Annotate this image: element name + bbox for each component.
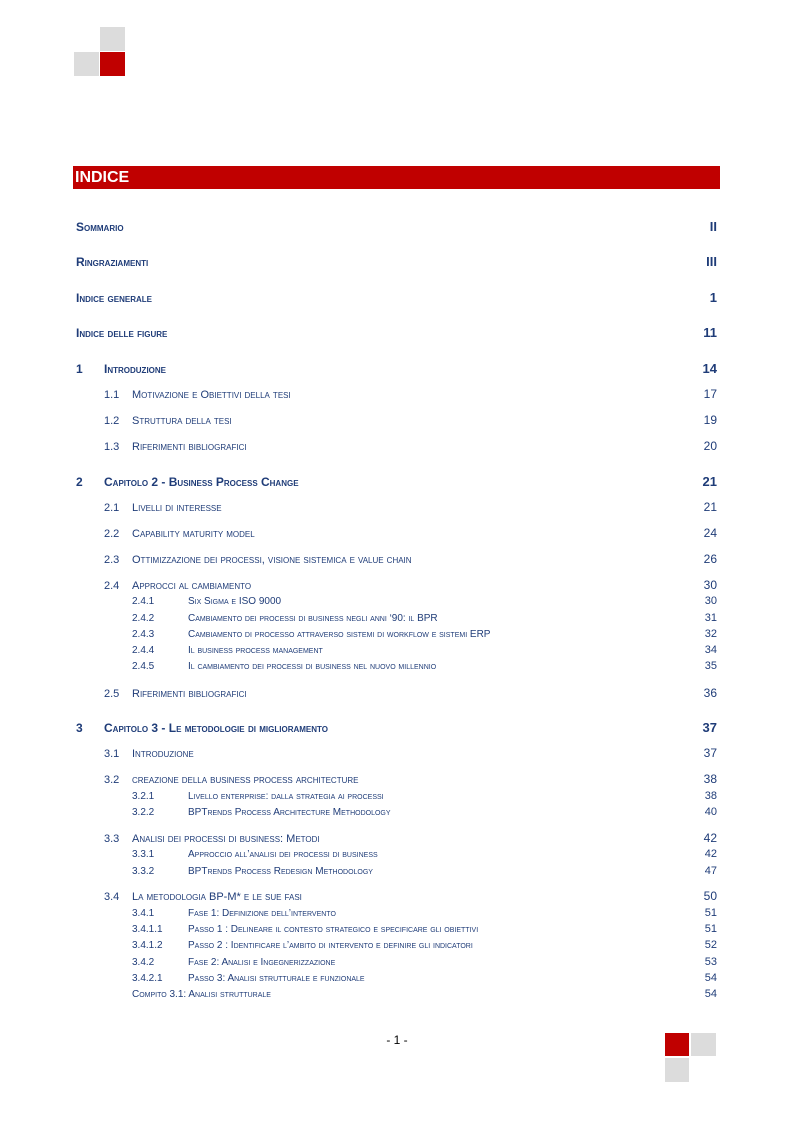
toc-entry-page: 36 bbox=[703, 686, 717, 700]
toc-entry-page: 37 bbox=[702, 720, 717, 735]
toc-entry-page: II bbox=[709, 219, 717, 234]
index-title: INDICE bbox=[75, 169, 130, 186]
toc-entry-page: 38 bbox=[703, 772, 717, 786]
toc-entry-number: 3.1 bbox=[104, 748, 120, 760]
toc-entry-number: 2.4.3 bbox=[132, 629, 155, 640]
toc-entry-number: 2.1 bbox=[104, 502, 120, 514]
toc-entry-page: 20 bbox=[703, 439, 717, 453]
toc-entry-title: Indice generale bbox=[76, 291, 153, 305]
toc-entry-page: 53 bbox=[704, 956, 717, 968]
toc-entry[interactable] bbox=[76, 361, 717, 376]
toc-entry-page: 17 bbox=[703, 387, 717, 401]
toc-entry-title: Il cambiamento dei processi di business nel nuovo millennio bbox=[188, 661, 437, 672]
toc-entry[interactable] bbox=[76, 865, 717, 877]
toc-entry-number: 1.3 bbox=[104, 441, 120, 453]
toc-entry-page: 54 bbox=[704, 972, 717, 984]
toc-entry[interactable] bbox=[76, 831, 717, 845]
toc-entry-page: 34 bbox=[704, 644, 717, 656]
toc-entry[interactable] bbox=[76, 806, 717, 818]
toc-entry-number: 1.2 bbox=[104, 415, 120, 427]
toc-entry-page: 42 bbox=[703, 831, 717, 845]
toc-entry-page: 42 bbox=[704, 848, 717, 860]
toc-entry-title: Capitolo 2 - Business Process Change bbox=[104, 475, 299, 489]
toc-entry[interactable] bbox=[76, 552, 717, 566]
toc-entry-number: 2 bbox=[76, 475, 83, 489]
toc-entry-number: 3.4.1.1 bbox=[132, 924, 163, 935]
toc-entry[interactable] bbox=[76, 325, 717, 340]
toc-entry-title: Indice delle figure bbox=[76, 326, 168, 340]
toc-entry-title: Motivazione e Obiettivi della tesi bbox=[132, 389, 291, 401]
toc-entry[interactable] bbox=[76, 628, 717, 640]
toc-entry[interactable] bbox=[76, 500, 717, 514]
toc-entry-page: 26 bbox=[703, 552, 717, 566]
toc-entry[interactable] bbox=[76, 907, 717, 919]
toc-entry-page: 47 bbox=[704, 865, 717, 877]
toc-entry-number: 2.3 bbox=[104, 554, 120, 566]
toc-entry[interactable] bbox=[76, 790, 717, 802]
toc-entry-title: Compito 3.1: Analisi strutturale bbox=[132, 989, 271, 1000]
corner-square-red bbox=[100, 52, 125, 76]
toc-entry-page: 52 bbox=[704, 939, 717, 951]
toc-entry-page: 35 bbox=[704, 660, 717, 672]
toc-entry-title: Ringraziamenti bbox=[76, 255, 149, 269]
toc-entry-number: 3.3 bbox=[104, 833, 120, 845]
toc-entry-page: 40 bbox=[704, 806, 717, 818]
toc-entry[interactable] bbox=[76, 254, 717, 269]
toc-entry[interactable] bbox=[76, 526, 717, 540]
toc-entry-number: 1 bbox=[76, 362, 83, 376]
toc-entry-title: Passo 3: Analisi strutturale e funzionale bbox=[188, 973, 365, 984]
toc-entry-number: 3.3.1 bbox=[132, 849, 155, 860]
corner-square-left bbox=[74, 52, 99, 76]
toc-entry-title: Cambiamento dei processi di business negli anni ‘90: il BPR bbox=[188, 613, 438, 624]
toc-entry[interactable] bbox=[76, 972, 717, 984]
toc-entry[interactable] bbox=[76, 219, 717, 234]
toc-entry-number: 2.4 bbox=[104, 580, 120, 592]
toc-entry-page: 51 bbox=[704, 923, 717, 935]
toc-entry-title: Livello enterprise: dalla strategia ai processi bbox=[188, 791, 384, 802]
toc-entry-title: Introduzione bbox=[132, 748, 194, 760]
toc-entry-page: 38 bbox=[704, 790, 717, 802]
toc-entry-page: 50 bbox=[703, 889, 717, 903]
toc-entry-page: 31 bbox=[704, 612, 717, 624]
toc-entry-page: 32 bbox=[704, 628, 717, 640]
toc-entry-number: 3 bbox=[76, 721, 83, 735]
toc-entry-number: 3.4.2 bbox=[132, 957, 155, 968]
corner-square-top bbox=[100, 27, 125, 51]
toc-entry-title: Cambiamento di processo attraverso sistemi di workflow e sistemi ERP bbox=[188, 629, 491, 640]
toc-entry[interactable] bbox=[76, 939, 717, 951]
toc-entry[interactable] bbox=[76, 956, 717, 968]
toc-entry[interactable] bbox=[76, 387, 717, 401]
toc-entry-number: 3.4.1 bbox=[132, 908, 155, 919]
toc-entry[interactable] bbox=[76, 746, 717, 760]
toc-entry[interactable] bbox=[76, 889, 717, 903]
toc-entry[interactable] bbox=[76, 988, 717, 1000]
toc-entry[interactable] bbox=[76, 439, 717, 453]
toc-entry[interactable] bbox=[76, 923, 717, 935]
toc-entry-title: Il business process management bbox=[188, 645, 323, 656]
toc-entry[interactable] bbox=[76, 612, 717, 624]
toc-entry-page: III bbox=[706, 254, 717, 269]
toc-entry-page: 51 bbox=[704, 907, 717, 919]
index-banner bbox=[73, 166, 720, 189]
toc-entry-number: 3.4.2.1 bbox=[132, 973, 163, 984]
toc-entry-number: 3.3.2 bbox=[132, 866, 155, 877]
toc-entry[interactable] bbox=[76, 578, 717, 592]
toc-entry[interactable] bbox=[76, 720, 717, 735]
toc-entry-title: Livelli di interesse bbox=[132, 502, 222, 514]
toc-entry[interactable] bbox=[76, 772, 717, 786]
toc-entry-title: Capability maturity model bbox=[132, 528, 255, 540]
toc-entry-number: 3.4.1.2 bbox=[132, 940, 163, 951]
toc-entry-page: 19 bbox=[703, 413, 717, 427]
toc-entry-title: Introduzione bbox=[104, 362, 166, 376]
toc-entry-number: 2.4.2 bbox=[132, 613, 155, 624]
toc-entry-number: 3.2.2 bbox=[132, 807, 155, 818]
toc-entry-title: Riferimenti bibliografici bbox=[132, 441, 247, 453]
toc-entry[interactable] bbox=[76, 413, 717, 427]
toc-entry-page: 54 bbox=[704, 988, 717, 1000]
toc-entry-title: Sommario bbox=[76, 220, 124, 234]
toc-entry-title: Passo 2 : Identificare l’ambito di intervento e definire gli indicatori bbox=[188, 940, 473, 951]
toc-entry-number: 2.4.4 bbox=[132, 645, 155, 656]
toc-entry-number: 2.4.1 bbox=[132, 596, 155, 607]
toc-entry-page: 30 bbox=[704, 595, 717, 607]
toc-entry-title: Passo 1 : Delineare il contesto strategico e specificare gli obiettivi bbox=[188, 924, 479, 935]
toc-entry-title: Approccio all’analisi dei processi di business bbox=[188, 849, 378, 860]
toc-entry-title: creazione della business process architecture bbox=[132, 774, 359, 786]
toc-entry-page: 30 bbox=[703, 578, 717, 592]
toc-entry-number: 2.4.5 bbox=[132, 661, 155, 672]
toc-entry-number: 2.2 bbox=[104, 528, 120, 540]
toc-entry[interactable] bbox=[76, 660, 717, 672]
toc-entry-title: Fase 1: Definizione dell’intervento bbox=[188, 908, 336, 919]
toc-entry[interactable] bbox=[76, 290, 717, 305]
toc-entry-title: Fase 2: Analisi e Ingegnerizzazione bbox=[188, 957, 336, 968]
toc-entry-page: 21 bbox=[703, 500, 717, 514]
toc-entry-number: 3.4 bbox=[104, 891, 120, 903]
toc-entry[interactable] bbox=[76, 474, 717, 489]
toc-entry-title: Capitolo 3 - Le metodologie di miglioramento bbox=[104, 721, 329, 735]
toc-entry-title: Analisi dei processi di business: Metodi bbox=[132, 833, 320, 845]
toc-entry-title: Struttura della tesi bbox=[132, 415, 232, 427]
toc-entry-number: 1.1 bbox=[104, 389, 120, 401]
toc-entry-title: Riferimenti bibliografici bbox=[132, 688, 247, 700]
toc-entry[interactable] bbox=[76, 686, 717, 700]
toc-entry[interactable] bbox=[76, 848, 717, 860]
toc-entry-page: 37 bbox=[703, 746, 717, 760]
toc-entry-page: 1 bbox=[709, 290, 717, 305]
toc-entry-page: 11 bbox=[703, 325, 717, 340]
page-number: - 1 - bbox=[386, 1033, 408, 1047]
corner-square-below-bottom bbox=[665, 1058, 689, 1082]
toc-entry-title: Six Sigma e ISO 9000 bbox=[188, 596, 282, 607]
toc-entry-number: 3.2 bbox=[104, 774, 120, 786]
toc-entry-page: 24 bbox=[703, 526, 717, 540]
toc-entry-number: 2.5 bbox=[104, 688, 120, 700]
toc-entry-title: Approcci al cambiamento bbox=[132, 580, 252, 592]
toc-entry-title: Ottimizzazione dei processi, visione sistemica e value chain bbox=[132, 554, 412, 566]
toc-entry-title: BPTrends Process Redesign Methodology bbox=[188, 866, 373, 877]
toc-entry[interactable] bbox=[76, 595, 717, 607]
toc-entry[interactable] bbox=[76, 644, 717, 656]
toc-entry-number: 3.2.1 bbox=[132, 791, 155, 802]
toc-entry-title: BPTrends Process Architecture Methodology bbox=[188, 807, 391, 818]
toc-entry-page: 21 bbox=[702, 474, 717, 489]
toc-entry-title: La metodologia BP-M* e le sue fasi bbox=[132, 891, 302, 903]
toc-entry-page: 14 bbox=[702, 361, 717, 376]
